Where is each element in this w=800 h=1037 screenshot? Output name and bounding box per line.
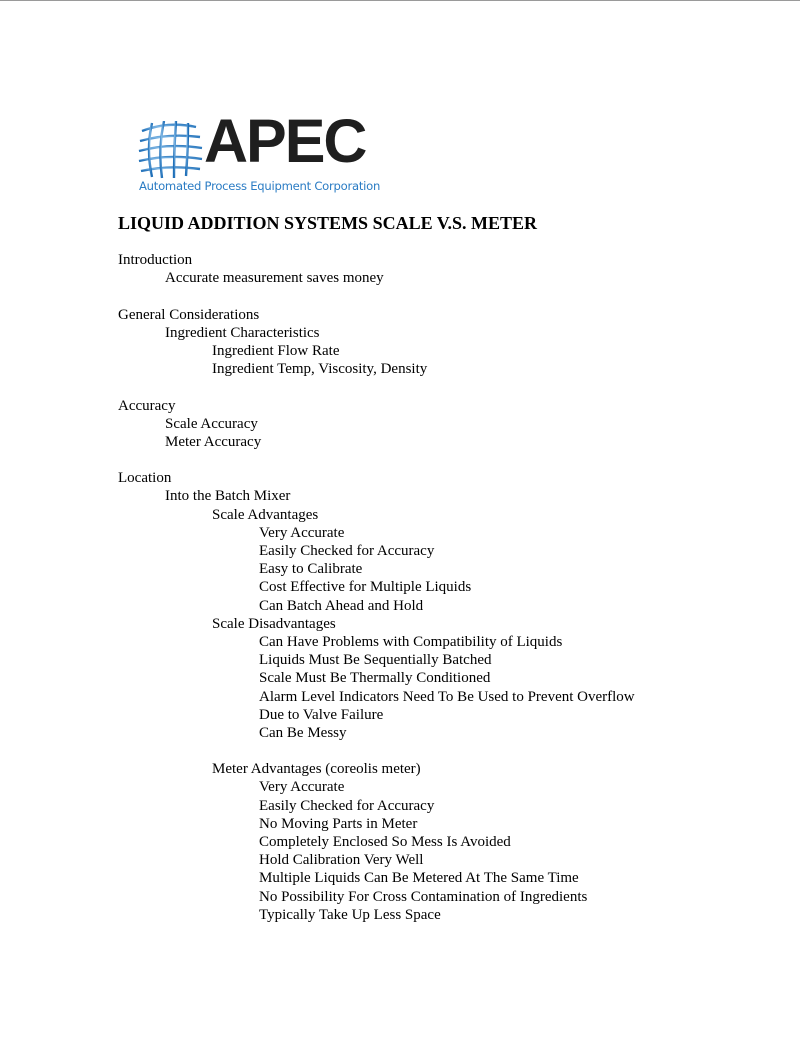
outline-item: Easily Checked for Accuracy — [259, 543, 435, 559]
outline-item: Scale Must Be Thermally Conditioned — [259, 670, 491, 687]
blank-line — [118, 742, 635, 760]
outline-item: Typically Take Up Less Space — [259, 906, 441, 923]
globe-grid-icon — [138, 121, 204, 179]
outline-item: Can Be Messy — [259, 724, 347, 741]
outline-item: General Considerations — [118, 306, 260, 323]
outline-item: Into the Batch Mixer — [165, 488, 291, 505]
outline-item: Very Accurate — [259, 524, 345, 541]
logo-wordmark: APEC — [204, 107, 366, 175]
outline-item: No Moving Parts in Meter — [259, 815, 418, 832]
outline-item: Location — [118, 470, 172, 487]
outline-item: Scale Disadvantages — [212, 615, 336, 632]
outline-item: Ingredient Characteristics — [165, 324, 320, 341]
outline-list — [118, 251, 635, 924]
page-title: LIQUID ADDITION SYSTEMS SCALE V.S. METER — [118, 213, 537, 233]
outline-item: Meter Advantages (coreolis meter) — [212, 761, 421, 778]
outline-item: Accurate measurement saves money — [165, 270, 384, 287]
outline-item: Liquids Must Be Sequentially Batched — [259, 652, 492, 669]
outline-item: Alarm Level Indicators Need To Be Used to Prevent Overflow — [259, 688, 635, 705]
outline-item: Can Batch Ahead and Hold — [259, 597, 424, 614]
outline-item: Can Have Problems with Compatibility of Liquids — [259, 633, 563, 650]
outline-item: Accuracy — [118, 397, 176, 414]
blank-line — [118, 287, 635, 305]
outline-item: Hold Calibration Very Well — [259, 852, 424, 869]
outline-item: Easy to Calibrate — [259, 561, 363, 578]
outline-item: Introduction — [118, 252, 193, 268]
outline-item: Scale Advantages — [212, 506, 319, 523]
outline-item: Cost Effective for Multiple Liquids — [259, 579, 472, 596]
logo-tagline: Automated Process Equipment Corporation — [139, 179, 381, 193]
outline-item: Easily Checked for Accuracy — [259, 797, 435, 814]
blank-line — [118, 378, 635, 396]
outline-item: Meter Accuracy — [165, 433, 262, 450]
company-logo — [138, 107, 388, 199]
outline-item: No Possibility For Cross Contamination of Ingredients — [259, 888, 588, 905]
outline-item: Due to Valve Failure — [259, 706, 384, 723]
outline-item: Ingredient Flow Rate — [212, 342, 340, 359]
outline-item: Scale Accuracy — [165, 415, 258, 432]
outline-item: Completely Enclosed So Mess Is Avoided — [259, 834, 511, 850]
blank-line — [118, 451, 635, 469]
outline-item: Multiple Liquids Can Be Metered At The Same Time — [259, 870, 579, 887]
outline-item: Very Accurate — [259, 779, 345, 796]
outline-item: Ingredient Temp, Viscosity, Density — [212, 361, 428, 378]
